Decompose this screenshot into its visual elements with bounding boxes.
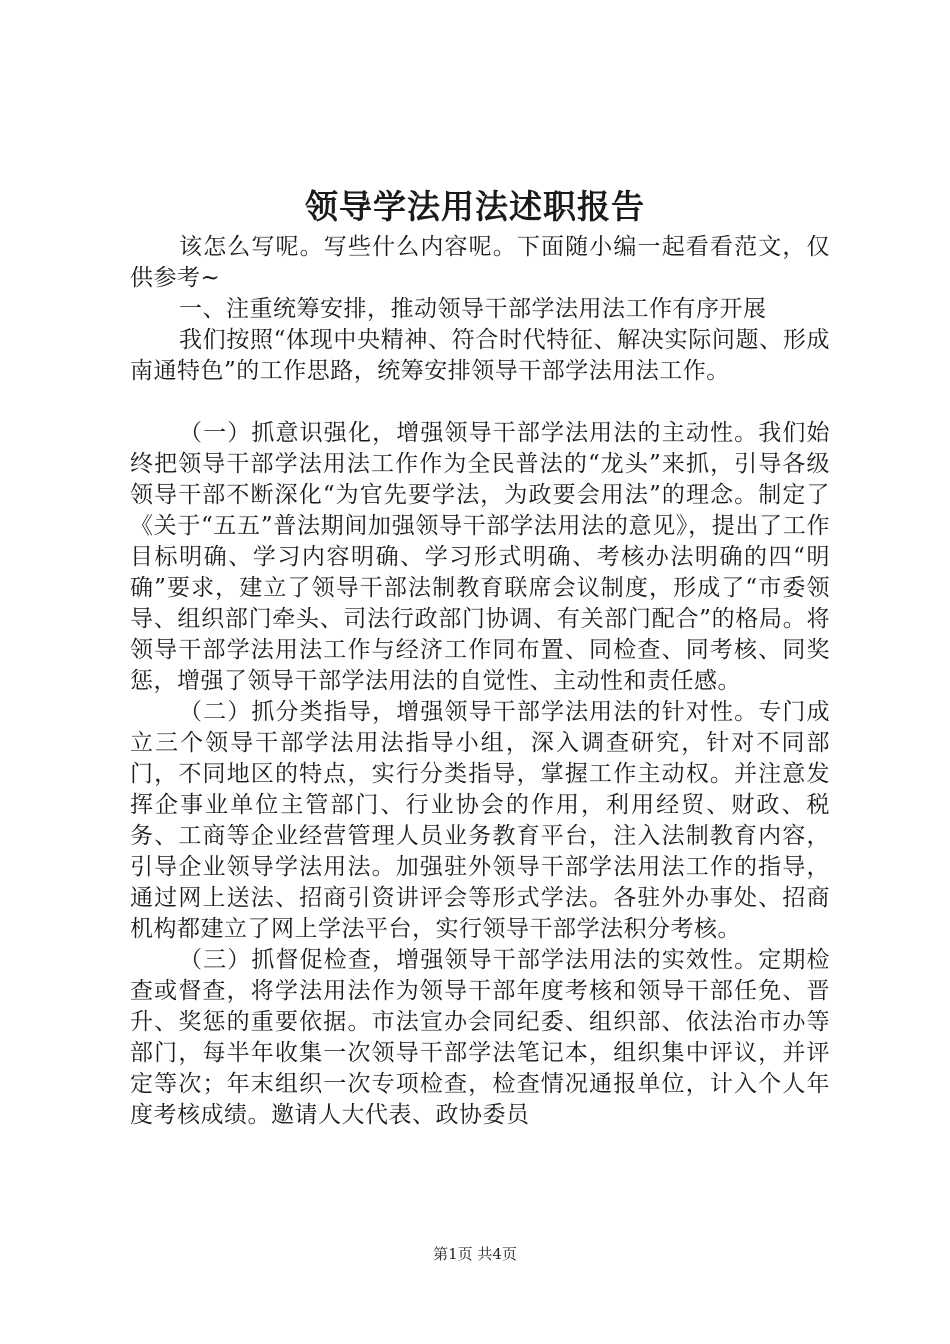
body-paragraph: （一）抓意识强化，增强领导干部学法用法的主动性。我们始终把领导干部学法用法工作作为全民普法的“龙头”来抓，引导各级领导干部不断深化“为官先要学法，为政要会用法”的理念。制定了《关于“五五”普法期间加强领导干部学法用法的意见》，提出了工作目标明确、学习内容明确、学习形式明确、考核办法明确的四“明确”要求，建立了领导干部法制教育联席会议制度，形成了“市委领导、组织部门牵头、司法行政部门协调、有关部门配合”的格局。将领导干部学法用法工作与经济工作同布置、同检查、同考核、同奖惩，增强了领导干部学法用法的自觉性、主动性和责任感。 [130,420,830,694]
document-body [130,232,830,1131]
body-paragraph: 我们按照“体现中央精神、符合时代特征、解决实际问题、形成南通特色”的工作思路，统筹安排领导干部学法用法工作。 [130,327,830,384]
body-paragraph: （二）抓分类指导，增强领导干部学法用法的针对性。专门成立三个领导干部学法用法指导小组，深入调查研究，针对不同部门，不同地区的特点，实行分类指导，掌握工作主动权。并注意发挥企事业单位主管部门、行业协会的作用，利用经贸、财政、税务、工商等企业经营管理人员业务教育平台，注入法制教育内容，引导企业领导学法用法。加强驻外领导干部学法用法工作的指导，通过网上送法、招商引资讲评会等形式学法。各驻外办事处、招商机构都建立了网上学法平台，实行领导干部学法积分考核。 [130,699,830,942]
page-footer: 第1页 共4页 [433,1245,517,1263]
section-heading: 一、注重统筹安排，推动领导干部学法用法工作有序开展 [179,296,767,322]
intro-paragraph: 该怎么写呢。写些什么内容呢。下面随小编一起看看范文，仅供参考~ [130,234,830,291]
document-title: 领导学法用法述职报告 [305,187,645,226]
body-paragraph: （三）抓督促检查，增强领导干部学法用法的实效性。定期检查或督查，将学法用法作为领导干部年度考核和领导干部任免、晋升、奖惩的重要依据。市法宣办会同纪委、组织部、依法治市办等部门，每半年收集一次领导干部学法笔记本，组织集中评议，并评定等次；年末组织一次专项检查，检查情况通报单位，计入个人年度考核成绩。邀请人大代表、政协委员 [130,947,830,1128]
